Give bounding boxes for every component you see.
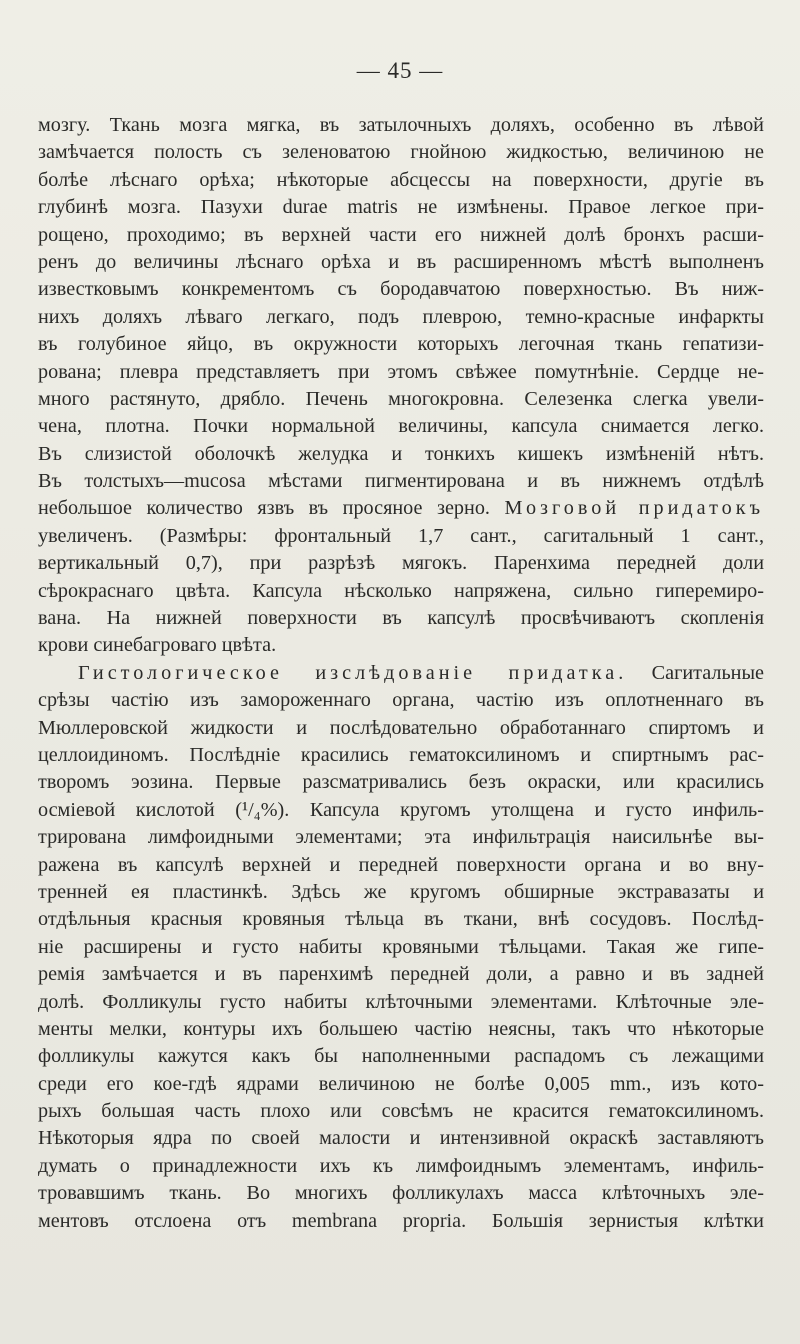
text-line: увеличенъ. (Размѣры: фронтальный 1,7 сант., сагитальный 1 сант.,	[38, 524, 764, 547]
text-line: творомъ эозина. Первые разсматривались безъ окраски, или красились	[38, 771, 764, 794]
text-line: рощено, проходимо; въ верхней части его нижней долѣ бронхъ расши-	[38, 223, 764, 246]
text-line: сѣрокраснаго цвѣта. Капсула нѣсколько напряжена, сильно гиперемиро-	[38, 579, 764, 602]
text-line: Въ слизистой оболочкѣ желудка и тонкихъ кишекъ измѣненій нѣтъ.	[38, 442, 764, 465]
text-line: фолликулы кажутся какъ бы наполненными распадомъ съ лежащими	[38, 1045, 764, 1068]
text-line: болѣе лѣснаго орѣха; нѣкоторые абсцессы на поверхности, другіе въ	[38, 168, 764, 191]
text-line: осміевой кислотой (¹/₄%). Капсула кругомъ утолщена и густо инфиль-	[38, 798, 764, 821]
text-line: ментовъ отслоена отъ membrana propria. Большія зернистыя клѣтки	[38, 1209, 764, 1232]
text-line: трирована лимфоидными элементами; эта инфильтрація наисильнѣе вы-	[38, 826, 764, 849]
text-line: тровавшимъ ткань. Во многихъ фолликулахъ масса клѣточныхъ эле-	[38, 1182, 764, 1205]
text-line: Нѣкоторыя ядра по своей малости и интензивной окраскѣ заставляютъ	[38, 1127, 764, 1150]
text-line: нихъ доляхъ лѣваго легкаго, подъ плеврою, темно-красные инфаркты	[38, 305, 764, 328]
text-line: долѣ. Фолликулы густо набиты клѣточными элементами. Клѣточные эле-	[38, 990, 764, 1013]
text-line: среди его кое-гдѣ ядрами величиною не болѣе 0,005 mm., изъ кото-	[38, 1072, 764, 1095]
text-line: отдѣльныя красныя кровяныя тѣльца въ ткани, внѣ сосудовъ. Послѣд-	[38, 908, 764, 931]
body-text	[38, 112, 764, 1235]
text-line: целлоидиномъ. Послѣдніе красились гематоксилиномъ и спиртнымъ рас-	[38, 743, 764, 766]
text-line: много растянуто, дрябло. Печень многокровна. Селезенка слегка увели-	[38, 387, 764, 410]
text-line-with-spaced-term	[38, 495, 764, 522]
text-line: рована; плевра представляетъ при этомъ свѣжее помутнѣніе. Сердце не-	[38, 360, 764, 383]
text-line: глубинѣ мозга. Пазухи durae matris не измѣнены. Правое легкое при-	[38, 196, 764, 219]
text-line: ніе расширены и густо набиты кровяными тѣльцами. Такая же гипе-	[38, 935, 764, 958]
text-line: менты мелки, контуры ихъ большею частію неясны, такъ что нѣкоторые	[38, 1017, 764, 1040]
text-line: Мюллеровской жидкости и послѣдовательно обработаннаго спиртомъ и	[38, 716, 764, 739]
text-line: срѣзы частію изъ замороженнаго органа, частію изъ оплотненнаго въ	[38, 689, 764, 712]
text-line: замѣчается полость съ зеленоватою гнойною жидкостью, величиною не	[38, 141, 764, 164]
text-line: въ голубиное яйцо, въ окружности которыхъ легочная ткань гепатизи-	[38, 333, 764, 356]
spaced-section-heading: Гистологическое изслѣдованіе придатка	[78, 661, 619, 684]
text-line: думать о принадлежности ихъ къ лимфоиднымъ элементамъ, инфиль-	[38, 1154, 764, 1177]
text-line: ренъ до величины лѣснаго орѣха и въ расширенномъ мѣстѣ выполненъ	[38, 250, 764, 273]
text-line: рыхъ большая часть плохо или совсѣмъ не красится гематоксилиномъ.	[38, 1100, 764, 1123]
text-line: ремія замѣчается и въ паренхимѣ передней доли, а равно и въ задней	[38, 963, 764, 986]
text-line-paragraph-end: крови синебагроваго цвѣта.	[38, 634, 277, 657]
text-line: известковымъ конкрементомъ съ бородавчатою поверхностью. Въ ниж-	[38, 278, 764, 301]
text-line: Въ толстыхъ—mucosa мѣстами пигментирована и въ нижнемъ отдѣлѣ	[38, 470, 764, 493]
text-line: вана. На нижней поверхности въ капсулѣ просвѣчиваютъ скопленія	[38, 607, 764, 630]
text-line: чена, плотна. Почки нормальной величины, капсула снимается легко.	[38, 415, 764, 438]
section-heading-line	[38, 660, 764, 687]
line-text: . Сагитальные	[618, 661, 764, 684]
page-number: — 45 —	[356, 58, 444, 83]
text-line: ражена въ капсулѣ верхней и передней поверхности органа и во вну-	[38, 853, 764, 876]
text-line: мозгу. Ткань мозга мягка, въ затылочныхъ доляхъ, особенно въ лѣвой	[38, 114, 764, 136]
line-text: небольшое количество язвъ въ просяное зерно.	[38, 497, 505, 520]
text-line: тренней ея пластинкѣ. Здѣсь же кругомъ обширные экстравазаты и	[38, 880, 764, 903]
spaced-term: Мозговой придатокъ	[504, 497, 764, 520]
text-line: вертикальный 0,7), при разрѣзѣ мягокъ. Паренхима передней доли	[38, 552, 764, 575]
